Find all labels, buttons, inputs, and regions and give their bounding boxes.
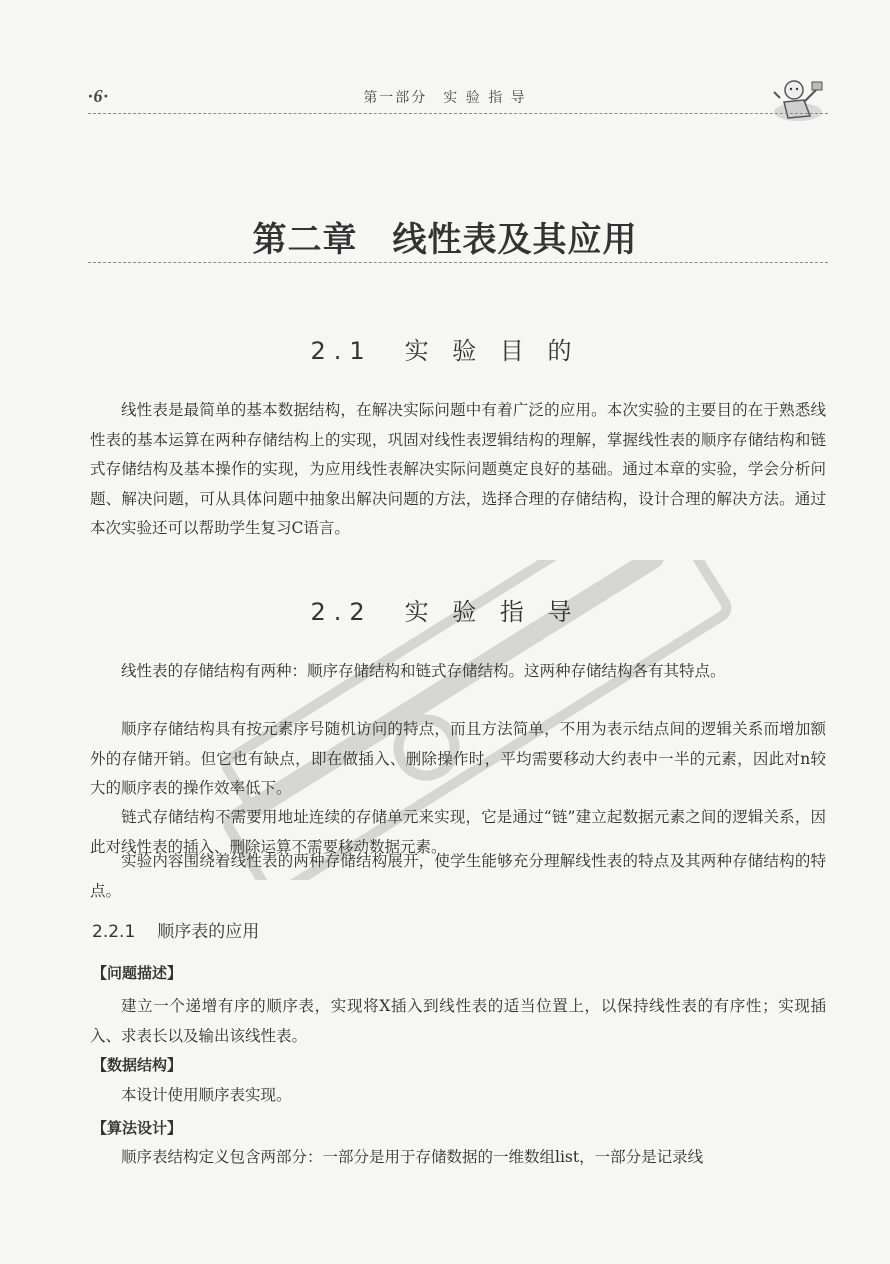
chapter-divider bbox=[88, 262, 828, 263]
intro-paragraph: 线性表是最简单的基本数据结构，在解决实际问题中有着广泛的应用。本次实验的主要目的在于熟悉线性表的基本运算在两种存储结构上的实现，巩固对线性表逻辑结构的理解，掌握线性表的顺序存储结构和链式存储结构及基本操作的实现，为应用线性表解决实际问题奠定良好的基础。通过本章的实验，学会分析问题、解决问题，可从具体问题中抽象出解决问题的方法，选择合理的存储结构，设计合理的解决方法。通过本次实验还可以帮助学生复习C语言。 bbox=[90, 401, 826, 537]
header-divider bbox=[88, 113, 828, 114]
section-title-2-2: 2.2 实 验 指 导 bbox=[310, 598, 580, 626]
section-title-2-1: 2.1 实 验 目 的 bbox=[310, 337, 580, 365]
problem-heading: 【问题描述】 bbox=[92, 964, 183, 982]
body-paragraph: 线性表的存储结构有两种：顺序存储结构和链式存储结构。这两种存储结构各有其特点。 bbox=[121, 662, 726, 680]
body-paragraph: 链式存储结构不需要用地址连续的存储单元来实现，它是通过“链”建立起数据元素之间的逻辑关系，因此对线性表的插入、删除运算不需要移动数据元素。 bbox=[90, 808, 826, 856]
page-number: ·6· bbox=[88, 86, 109, 106]
subsection-label: 顺序表的应用 bbox=[157, 922, 260, 942]
body-paragraph: 顺序存储结构具有按元素序号随机访问的特点，而且方法简单，不用为表示结点间的逻辑关系而增加额外的存储开销。但它也有缺点，即在做插入、删除操作时，平均需要移动大约表中一半的元素，因此对n较大的顺序表的操作效率低下。 bbox=[90, 720, 826, 797]
data-structure-paragraph: 本设计使用顺序表实现。 bbox=[121, 1086, 292, 1104]
algorithm-paragraph: 顺序表结构定义包含两部分：一部分是用于存储数据的一维数组list，一部分是记录线 bbox=[121, 1148, 704, 1166]
subsection-title bbox=[92, 917, 259, 942]
body-paragraph: 实验内容围绕着线性表的两种存储结构展开，使学生能够充分理解线性表的特点及其两种存储结构的特点。 bbox=[90, 852, 826, 900]
running-head: 第一部分 实 验 指 导 bbox=[363, 90, 527, 106]
mascot-icon bbox=[770, 72, 826, 126]
subsection-number: 2.2.1 bbox=[92, 922, 136, 942]
chapter-title: 第二章 线性表及其应用 bbox=[252, 220, 638, 260]
algorithm-heading: 【算法设计】 bbox=[92, 1119, 183, 1137]
data-structure-heading: 【数据结构】 bbox=[92, 1056, 183, 1074]
problem-paragraph: 建立一个递增有序的顺序表，实现将X插入到线性表的适当位置上，以保持线性表的有序性；实现插入、求表长以及输出该线性表。 bbox=[90, 997, 826, 1045]
